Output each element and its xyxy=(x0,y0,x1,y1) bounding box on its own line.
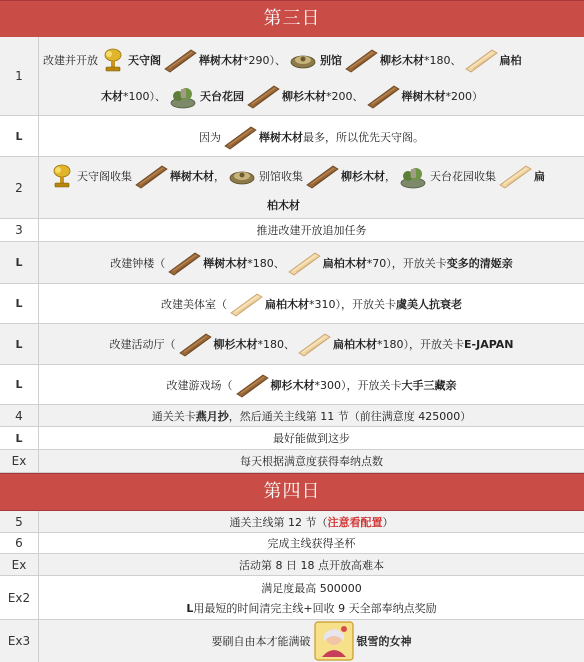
material-name: 柏木材 xyxy=(267,199,300,212)
row-text: 改建活动厅（ xyxy=(109,338,176,351)
card-portrait-icon xyxy=(314,621,354,661)
row-index: Ex3 xyxy=(0,620,39,662)
row-index: 5 xyxy=(0,511,39,532)
golden-trophy-icon xyxy=(101,47,125,73)
material-name: 扁 xyxy=(534,170,545,183)
table-row xyxy=(0,533,584,554)
material-name: 扁柏木材 xyxy=(322,257,367,270)
row-index: Ex2 xyxy=(0,576,39,619)
row-text: 用最短的时间清完主线+回收 9 天全部奉纳点奖励 xyxy=(193,602,437,615)
row-text: 改建钟楼（ xyxy=(110,257,166,270)
table-row xyxy=(0,620,584,662)
row-text: 改建美体室（ xyxy=(161,298,227,311)
row-text: 别馆收集 xyxy=(259,170,303,183)
row-text: 改建并开放 xyxy=(43,54,98,67)
row-text: ， xyxy=(385,170,396,183)
dish-icon xyxy=(289,50,317,70)
material-qty: *180、 xyxy=(247,257,285,270)
material-name: 榉树木材 xyxy=(401,90,446,103)
material-name: 柳杉木材 xyxy=(380,54,424,67)
table-row xyxy=(0,157,584,219)
row-text: 最好能做到这步 xyxy=(273,432,350,445)
row-text: ， xyxy=(214,170,225,183)
row-text: 因为 xyxy=(199,131,221,144)
building-name: 天台花园 xyxy=(200,90,244,103)
material-name: 扁柏木材 xyxy=(265,298,309,311)
material-qty: *200、 xyxy=(326,90,364,103)
row-text: 每天根据满意度获得奉纳点数 xyxy=(240,455,383,468)
row-index: 4 xyxy=(0,405,39,426)
plank-dark-icon xyxy=(167,250,201,276)
stage-name: 虞美人抗衰老 xyxy=(396,298,462,311)
table-row xyxy=(0,405,584,427)
row-text: 改建游戏场（ xyxy=(166,379,233,392)
material-name: 榉树木材 xyxy=(199,54,243,67)
table-row xyxy=(0,576,584,620)
row-text: 完成主线获得圣杯 xyxy=(267,537,356,550)
card-name: 银雪的女神 xyxy=(356,635,412,648)
row-text: 天台花园收集 xyxy=(430,170,496,183)
table-row xyxy=(0,219,584,242)
material-name: 榉树木材 xyxy=(259,131,303,144)
plank-dark-icon xyxy=(305,163,339,189)
row-index: L xyxy=(0,116,39,156)
row-text: 活动第 8 日 18 点开放高难本 xyxy=(239,558,384,572)
row-index: L xyxy=(0,365,39,404)
row-text: 要刷自由本才能满破 xyxy=(211,635,311,648)
row-text: 推进改建开放追加任务 xyxy=(256,224,367,237)
row-index: L xyxy=(0,284,39,323)
dish-icon xyxy=(228,166,256,186)
stage-name: 变多的清姬亲 xyxy=(446,257,513,270)
day4-header: 第四日 xyxy=(0,473,584,511)
material-name: 榉树木材 xyxy=(203,257,248,270)
plank-dark-icon xyxy=(344,47,378,73)
plank-dark-icon xyxy=(163,47,197,73)
material-name: 柳杉木材 xyxy=(282,90,326,103)
plank-dark-icon xyxy=(235,372,269,398)
material-name: 柳杉木材 xyxy=(270,379,315,392)
material-name: 木材 xyxy=(101,90,123,103)
row-index: 3 xyxy=(0,219,39,241)
day3-header: 第三日 xyxy=(0,0,584,38)
table-row xyxy=(0,324,584,365)
row-index: 6 xyxy=(0,533,39,553)
row-text: 最多，所以优先天守阁。 xyxy=(303,131,424,144)
stage-name: 燕月抄 xyxy=(195,409,229,423)
table-row xyxy=(0,37,584,116)
row-index: 1 xyxy=(0,37,39,115)
building-name: 别馆 xyxy=(320,54,342,67)
material-qty: *310），开放关卡 xyxy=(309,298,396,311)
row-index: 2 xyxy=(0,157,39,218)
warning-text: 注意看配置 xyxy=(327,515,383,529)
material-qty: *300），开放关卡 xyxy=(314,379,402,392)
material-qty: *180、 xyxy=(424,54,462,67)
garden-icon xyxy=(169,83,197,109)
plank-light-icon xyxy=(498,163,532,189)
material-qty: *180），开放关卡 xyxy=(377,338,465,351)
plank-dark-icon xyxy=(246,83,280,109)
material-qty: *100）、 xyxy=(123,90,166,103)
material-qty: *70），开放关卡 xyxy=(366,257,447,270)
garden-icon xyxy=(399,163,427,189)
sub-mark: L xyxy=(186,601,194,615)
material-name: 扁柏木材 xyxy=(333,338,378,351)
table-row xyxy=(0,427,584,450)
plank-light-icon xyxy=(229,291,263,317)
material-name: 柳杉木材 xyxy=(341,170,385,183)
plank-dark-icon xyxy=(366,83,400,109)
table-row xyxy=(0,511,584,533)
plank-dark-icon xyxy=(178,331,212,357)
table-row xyxy=(0,242,584,284)
row-text: ） xyxy=(382,515,394,529)
row-text: 通关关卡 xyxy=(151,409,196,423)
row-text: 通关主线第 12 节（ xyxy=(229,515,328,529)
row-text: 满足度最高 500000 xyxy=(261,582,362,595)
material-name: 柳杉木材 xyxy=(213,338,258,351)
plank-dark-icon xyxy=(134,163,168,189)
table-row xyxy=(0,365,584,405)
plank-light-icon xyxy=(464,47,498,73)
table-row xyxy=(0,554,584,576)
stage-name: 大手三藏亲 xyxy=(401,379,457,392)
table-row xyxy=(0,116,584,157)
row-index: L xyxy=(0,324,39,364)
material-name: 扁柏 xyxy=(499,54,522,67)
table-row xyxy=(0,450,584,473)
golden-trophy-icon xyxy=(50,163,74,189)
building-name: 天守阁 xyxy=(128,54,161,67)
table-row xyxy=(0,284,584,324)
row-index: L xyxy=(0,427,39,449)
material-qty: *200） xyxy=(445,90,483,103)
material-qty: *180、 xyxy=(257,338,296,351)
row-index: L xyxy=(0,242,39,283)
plank-light-icon xyxy=(287,250,321,276)
plank-light-icon xyxy=(297,331,331,357)
row-text: 天守阁收集 xyxy=(77,170,132,183)
stage-name: E-JAPAN xyxy=(464,337,514,351)
material-qty: *290）、 xyxy=(243,54,286,67)
row-index: Ex xyxy=(0,450,39,472)
plank-dark-icon xyxy=(223,124,257,150)
row-text: ，然后通关主线第 11 节（前往满意度 425000） xyxy=(228,409,472,423)
row-index: Ex xyxy=(0,554,39,575)
material-name: 榉树木材 xyxy=(170,170,214,183)
